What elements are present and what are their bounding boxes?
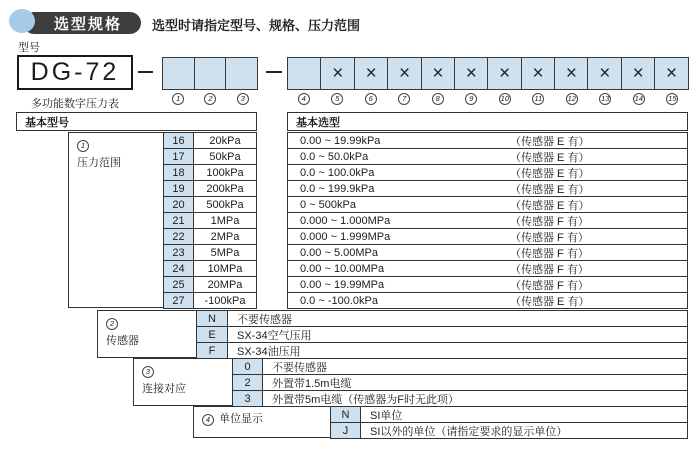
code-cell: 22: [163, 228, 194, 245]
table-row: [163, 260, 688, 277]
digit-boxes: [162, 57, 258, 90]
code-cell: N: [330, 406, 361, 423]
table-row: [163, 276, 688, 293]
range-value-cell: [287, 180, 688, 197]
dash-connector: [266, 71, 282, 73]
circled-number: 10: [500, 94, 509, 104]
model-field-label: 型号: [18, 42, 40, 54]
table-row: [232, 390, 688, 407]
pressure-range-label: 压力范围: [77, 156, 121, 169]
code-cell: 23: [163, 244, 194, 261]
range-value: 0.00 ~ 10.00MPa: [300, 262, 385, 275]
range-value-cell: [287, 276, 688, 293]
table-row: [163, 148, 688, 165]
sensor-label-box: [97, 310, 197, 358]
code-cell: 17: [163, 148, 194, 165]
dash-connector: [138, 71, 153, 73]
option-box-9: ×: [454, 57, 489, 90]
code-cell: E: [196, 326, 228, 343]
model-caption: 多功能数字压力表: [31, 98, 119, 110]
circled-number: 2: [106, 318, 118, 330]
range-value: 0.00 ~ 19.99MPa: [300, 278, 385, 291]
sensor-note: （传感器 F 有）: [510, 279, 589, 292]
range-name-cell: 200kPa: [193, 180, 257, 197]
circled-number: 4: [202, 414, 214, 426]
badge-circle-icon: [9, 9, 35, 33]
range-name-cell: -100kPa: [193, 292, 257, 309]
range-value: 0.00 ~ 5.00MPa: [300, 246, 378, 259]
circled-number: 14: [634, 94, 643, 104]
range-value: 0.0 ~ 199.9kPa: [300, 182, 375, 195]
section-subtitle: 选型时请指定型号、规格、压力范围: [152, 18, 361, 33]
digit-box-3: [225, 57, 258, 90]
code-cell: F: [196, 342, 228, 359]
circled-number: 11: [532, 93, 544, 105]
unit-display-label: 单位显示: [219, 413, 264, 425]
option-box-5: ×: [320, 57, 355, 90]
sensor-note: （传感器 E 有）: [510, 151, 590, 164]
table-row: [163, 196, 688, 213]
connection-rows: [232, 358, 688, 407]
sensor-note: （传感器 E 有）: [510, 199, 590, 212]
description-cell: 不要传感器: [227, 310, 688, 327]
circled-number: 1: [172, 93, 184, 105]
circled-number: 12: [567, 94, 576, 104]
pressure-range-rows: [163, 132, 688, 309]
code-cell: 27: [163, 292, 194, 309]
code-cell: 3: [232, 390, 263, 407]
code-cell: 25: [163, 276, 194, 293]
code-cell: N: [196, 310, 228, 327]
table-row: [163, 292, 688, 309]
table-row: [196, 310, 688, 327]
range-value-cell: [287, 212, 688, 229]
circled-number: 3: [237, 93, 249, 105]
option-box-7: ×: [387, 57, 422, 90]
range-name-cell: 50kPa: [193, 148, 257, 165]
connection-label-box: [133, 358, 233, 406]
right-table-header: 基本选型: [287, 112, 688, 131]
range-name-cell: 100kPa: [193, 164, 257, 181]
description-cell: SX-34空气压用: [227, 326, 688, 343]
sensor-note: （传感器 F 有）: [510, 247, 589, 260]
range-value-cell: [287, 132, 688, 149]
circled-number: 7: [398, 93, 410, 105]
sensor-note: （传感器 E 有）: [510, 167, 590, 180]
code-cell: 21: [163, 212, 194, 229]
circled-number: 2: [204, 93, 216, 105]
code-cell: 20: [163, 196, 194, 213]
range-value: 0.000 ~ 1.999MPa: [300, 230, 391, 243]
sensor-note: （传感器 F 有）: [510, 215, 589, 228]
code-cell: 16: [163, 132, 194, 149]
sensor-label: 传感器: [106, 334, 139, 347]
table-row: [232, 358, 688, 375]
option-box-12: ×: [554, 57, 589, 90]
range-name-cell: 5MPa: [193, 244, 257, 261]
sensor-note: （传感器 E 有）: [510, 295, 590, 308]
circled-number: 6: [365, 93, 377, 105]
range-name-cell: 20MPa: [193, 276, 257, 293]
circled-number: 8: [432, 93, 444, 105]
description-cell: SX-34油压用: [227, 342, 688, 359]
model-number-box: DG-72: [17, 55, 133, 90]
circled-number: 5: [331, 93, 343, 105]
table-row: [163, 132, 688, 149]
range-value-cell: [287, 164, 688, 181]
range-value: 0 ~ 500kPa: [300, 198, 356, 211]
range-value: 0.0 ~ 50.0kPa: [300, 150, 369, 163]
table-row: [330, 406, 688, 423]
range-name-cell: 500kPa: [193, 196, 257, 213]
unit-display-label-box: [193, 406, 331, 438]
code-cell: 2: [232, 374, 263, 391]
range-value-cell: [287, 260, 688, 277]
code-cell: 0: [232, 358, 263, 375]
option-boxes: [287, 57, 689, 90]
description-cell: 不要传感器: [262, 358, 688, 375]
connection-label: 连接对应: [142, 382, 186, 395]
option-box-15: ×: [654, 57, 689, 90]
range-value-cell: [287, 228, 688, 245]
code-cell: 18: [163, 164, 194, 181]
code-cell: 19: [163, 180, 194, 197]
table-row: [196, 342, 688, 359]
range-name-cell: 10MPa: [193, 260, 257, 277]
range-value-cell: [287, 292, 688, 309]
unit-display-rows: [330, 406, 688, 439]
option-box-13: ×: [587, 57, 622, 90]
digit-box-2: [194, 57, 227, 90]
description-cell: SI单位: [360, 406, 688, 423]
option-box-10: ×: [487, 57, 522, 90]
option-box-4: [287, 57, 322, 90]
table-row: [163, 244, 688, 261]
circled-number: 3: [142, 366, 154, 378]
table-row: [163, 212, 688, 229]
range-name-cell: 2MPa: [193, 228, 257, 245]
description-cell: 外置带1.5m电缆: [262, 374, 688, 391]
table-row: [163, 228, 688, 245]
table-row: [163, 164, 688, 181]
pressure-range-label-box: [68, 132, 164, 308]
range-value: 0.00 ~ 19.99kPa: [300, 134, 381, 147]
circled-number: 15: [668, 94, 677, 104]
range-value-cell: [287, 196, 688, 213]
table-row: [232, 374, 688, 391]
option-box-6: ×: [354, 57, 389, 90]
option-box-11: ×: [521, 57, 556, 90]
sensor-note: （传感器 F 有）: [510, 231, 589, 244]
range-value-cell: [287, 148, 688, 165]
sensor-note: （传感器 E 有）: [510, 135, 590, 148]
circled-number: 9: [465, 93, 477, 105]
table-row: [163, 180, 688, 197]
left-table-header: 基本型号: [16, 112, 257, 131]
range-value: 0.000 ~ 1.000MPa: [300, 214, 391, 227]
digit-box-1: [162, 57, 195, 90]
circled-number: 13: [601, 94, 610, 104]
table-row: [196, 326, 688, 343]
code-cell: J: [330, 422, 361, 439]
table-row: [330, 422, 688, 439]
sensor-note: （传感器 E 有）: [510, 183, 590, 196]
range-name-cell: 20kPa: [193, 132, 257, 149]
option-box-labels: [287, 93, 689, 105]
circled-number: 1: [77, 140, 89, 152]
range-name-cell: 1MPa: [193, 212, 257, 229]
range-value: 0.0 ~ 100.0kPa: [300, 166, 375, 179]
range-value-cell: [287, 244, 688, 261]
option-box-14: ×: [621, 57, 656, 90]
code-cell: 24: [163, 260, 194, 277]
description-cell: 外置带5m电缆（传感器为F时无此项）: [262, 390, 688, 407]
option-box-8: ×: [421, 57, 456, 90]
section-title-badge: 选型规格: [23, 12, 141, 34]
digit-box-labels: [162, 93, 259, 105]
sensor-rows: [196, 310, 688, 359]
circled-number: 4: [298, 93, 310, 105]
range-value: 0.0 ~ -100.0kPa: [300, 294, 378, 307]
sensor-note: （传感器 F 有）: [510, 263, 589, 276]
description-cell: SI以外的单位（请指定要求的显示单位）: [360, 422, 688, 439]
